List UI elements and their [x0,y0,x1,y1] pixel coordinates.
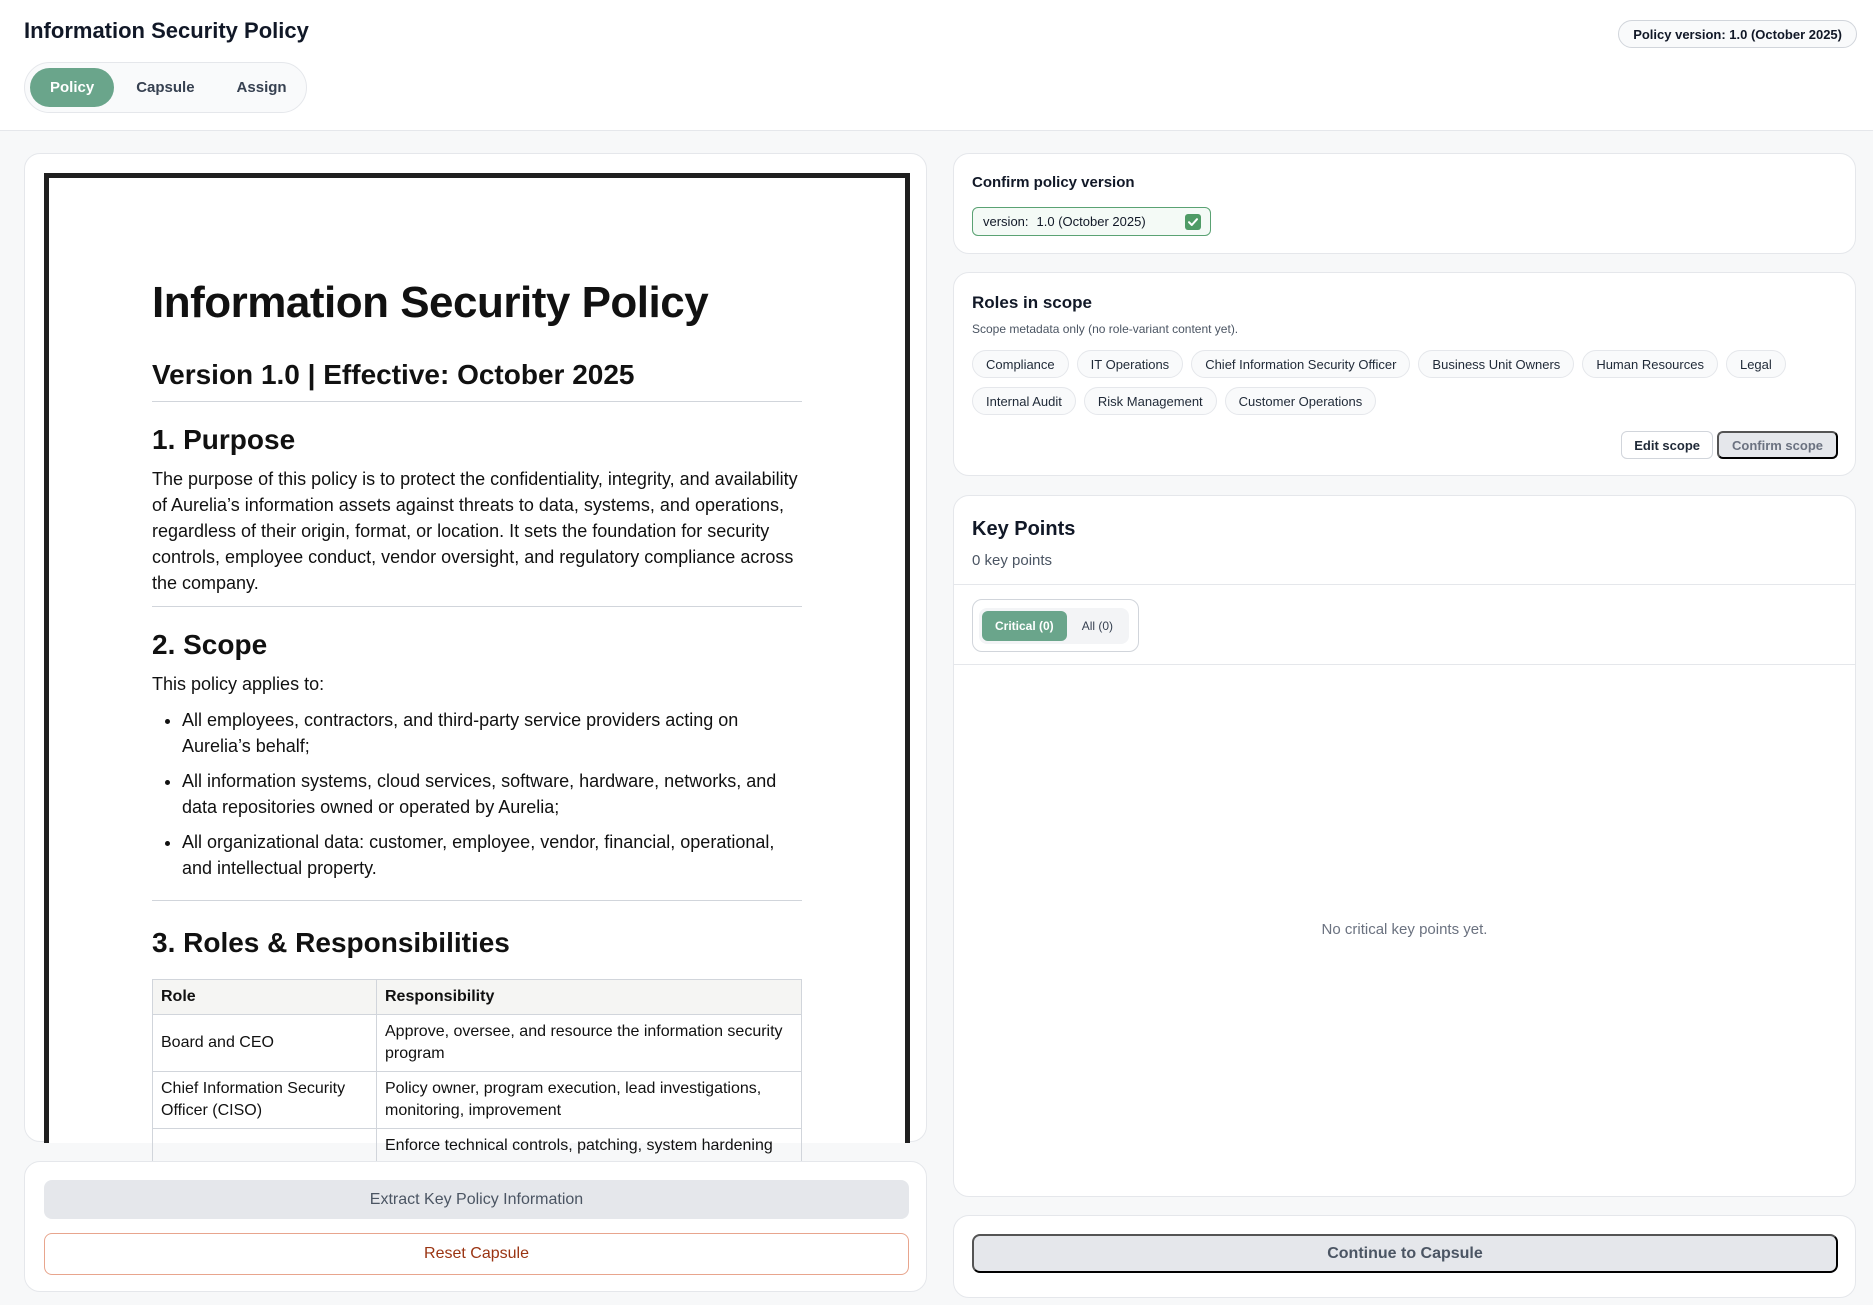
section-roles [152,927,802,1164]
section-paragraph: This policy applies to: [152,673,325,694]
role-chip[interactable]: Human Resources [1582,350,1718,378]
scope-list [152,707,802,881]
list-item: • All information systems, cloud services, software, hardware, networks, and data repositories owned or operated by Aurelia; [182,768,802,820]
top-header [0,0,1873,131]
column-header: Responsibility [377,979,802,1014]
column-header: Role [153,979,377,1014]
continue-to-capsule-button[interactable]: Continue to Capsule [972,1234,1838,1273]
confirm-version-title: Confirm policy version [972,174,1135,191]
table-cell: Approve, oversee, and resource the information security program [377,1014,802,1071]
confirm-scope-button[interactable]: Confirm scope [1717,431,1838,459]
roles-in-scope-title: Roles in scope [972,293,1092,312]
key-points-card [953,495,1856,1197]
list-item: • All organizational data: customer, employee, vendor, financial, operational, and intellectual property. [182,829,802,881]
tab-assign[interactable]: Assign [236,79,287,96]
role-chips [972,350,1832,415]
checkbox-checked-icon[interactable] [1185,214,1201,230]
section-heading: 2. Scope [152,628,268,660]
table-row [153,1128,802,1163]
section-scope [152,629,802,901]
table-cell: Enforce technical controls, patching, system hardening [377,1128,802,1163]
table-row [153,1014,802,1071]
divider [954,664,1855,665]
document-actions-card [24,1161,927,1292]
page-title: Information Security Policy [24,18,309,43]
table-cell: Board and CEO [153,1014,377,1071]
filter-all-tab[interactable]: All (0) [1081,618,1114,633]
policy-document [152,278,802,1164]
section-purpose [152,424,802,607]
policy-version-badge: Policy version: 1.0 (October 2025) [1618,20,1857,48]
role-chip[interactable]: Internal Audit [972,387,1076,415]
section-heading: 1. Purpose [152,423,296,455]
key-points-filter [972,599,1139,652]
divider [954,584,1855,585]
document-viewer[interactable] [44,173,910,1154]
confirm-version-card [953,153,1856,254]
version-field-label: version: [983,214,1029,229]
role-chip[interactable]: Business Unit Owners [1418,350,1574,378]
empty-state-message: No critical key points yet. [1321,921,1488,938]
edit-scope-button[interactable]: Edit scope [1621,431,1713,459]
table-row [153,1071,802,1128]
document-version-line: Version 1.0 | Effective: October 2025 [152,359,802,402]
tab-policy[interactable]: Policy [30,68,114,107]
role-chip[interactable]: Risk Management [1084,387,1217,415]
table-cell [153,1128,377,1163]
continue-card [953,1215,1856,1298]
section-heading: 3. Roles & Responsibilities [152,926,510,958]
role-chip[interactable]: Chief Information Security Officer [1191,350,1410,378]
policy-document-card [24,153,927,1154]
version-confirm-field[interactable] [972,207,1211,236]
key-points-count: 0 key points [972,552,1053,569]
reset-capsule-button[interactable]: Reset Capsule [44,1233,909,1275]
version-field-value: 1.0 (October 2025) [1036,214,1146,229]
key-points-title: Key Points [972,518,1076,540]
document-title: Information Security Policy [152,278,709,327]
roles-in-scope-card [953,272,1856,476]
extract-key-info-button[interactable]: Extract Key Policy Information [44,1180,909,1219]
role-chip[interactable]: Legal [1726,350,1786,378]
role-chip[interactable]: IT Operations [1077,350,1184,378]
section-paragraph: The purpose of this policy is to protect the confidentiality, integrity, and availability of Aurelia’s information assets against threats to data, systems, and operations, regardless of their origin, format, or location. It sets the foundation for security controls, employee conduct, vendor oversight, and regulatory compliance across the company. [152,468,798,593]
filter-critical-tab[interactable]: Critical (0) [982,611,1067,641]
roles-table [152,979,802,1164]
table-cell: Policy owner, program execution, lead investigations, monitoring, improvement [377,1071,802,1128]
role-chip[interactable]: Compliance [972,350,1069,378]
tab-capsule[interactable]: Capsule [136,79,195,96]
key-points-filter-group [979,608,1129,644]
role-chip[interactable]: Customer Operations [1225,387,1377,415]
list-item: • All employees, contractors, and third-party service providers acting on Aurelia’s behalf; [182,707,802,759]
roles-in-scope-subtitle: Scope metadata only (no role-variant content yet). [972,322,1239,336]
table-cell: Chief Information Security Officer (CISO) [153,1071,377,1128]
table-header-row [153,979,802,1014]
main-tabs [24,62,307,113]
